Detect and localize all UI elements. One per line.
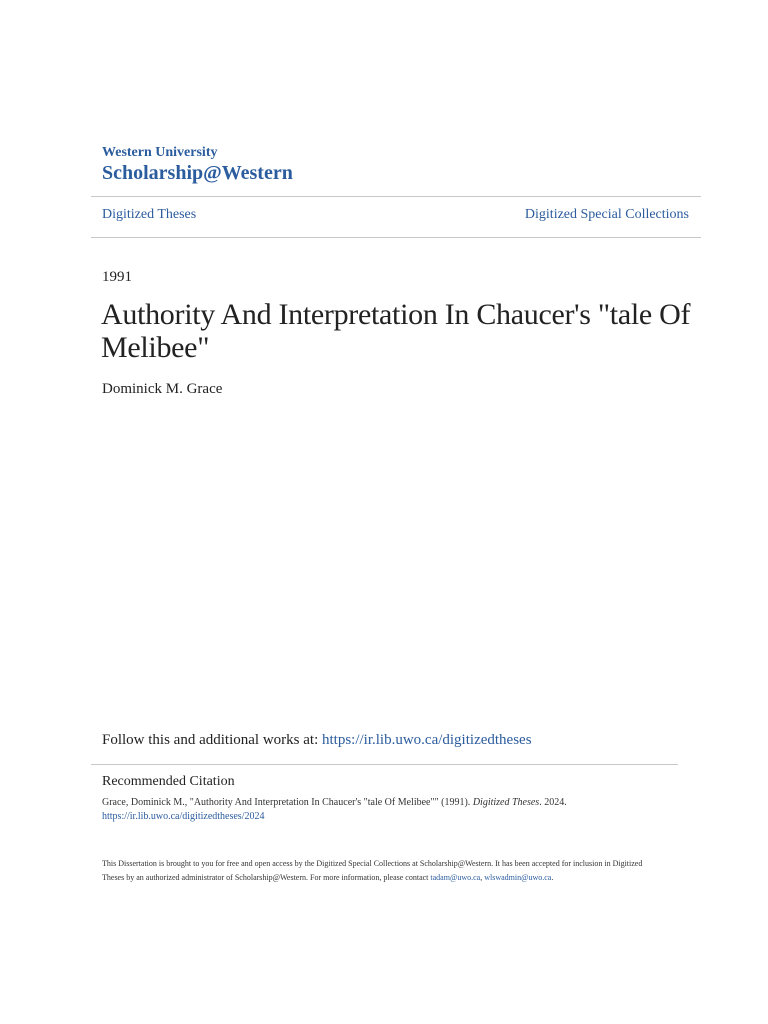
follow-line	[102, 732, 532, 749]
repository-name[interactable]: Scholarship@Western	[102, 162, 293, 184]
digitized-special-collections-link[interactable]: Digitized Special Collections	[524, 207, 689, 222]
document-author: Dominick M. Grace	[102, 381, 223, 397]
citation-series: Digitized Theses	[472, 797, 540, 808]
citation-suffix: . 2024.	[539, 797, 567, 808]
nav-top-divider	[91, 196, 701, 197]
university-name: Western University	[102, 145, 218, 160]
follow-label: Follow this and additional works at:	[102, 732, 322, 748]
contact-email-wlswadmin-link[interactable]: wlswadmin@uwo.ca	[484, 873, 552, 882]
notice-separator: ,	[480, 873, 485, 882]
notice-end: .	[551, 873, 554, 882]
repository-brand[interactable]	[102, 145, 293, 185]
citation-prefix: Grace, Dominick M., "Authority And Interpretation In Chaucer's "tale Of Melibee"" (1991).	[102, 797, 473, 808]
notice-text: This Dissertation is brought to you for free and open access by the Digitized Special Collections at Scholarship@Western. It has been accepted for inclusion in Digitized Theses by an authorized administrator of Scholarship@Western. For more information, please contact	[102, 859, 643, 882]
citation-divider	[91, 764, 678, 765]
recommended-citation-heading: Recommended Citation	[102, 774, 235, 789]
nav-bottom-divider	[91, 237, 701, 238]
access-notice	[102, 857, 662, 885]
citation-url-link[interactable]: https://ir.lib.uwo.ca/digitizedtheses/2024	[102, 811, 265, 822]
document-title: Authority And Interpretation In Chaucer's "tale Of Melibee"	[101, 298, 691, 364]
digitized-theses-url-link[interactable]: https://ir.lib.uwo.ca/digitizedtheses	[321, 732, 532, 748]
citation-text	[102, 796, 692, 824]
publication-year: 1991	[102, 269, 132, 285]
digitized-theses-link[interactable]: Digitized Theses	[102, 207, 197, 222]
contact-email-tadam-link[interactable]: tadam@uwo.ca	[430, 873, 481, 882]
